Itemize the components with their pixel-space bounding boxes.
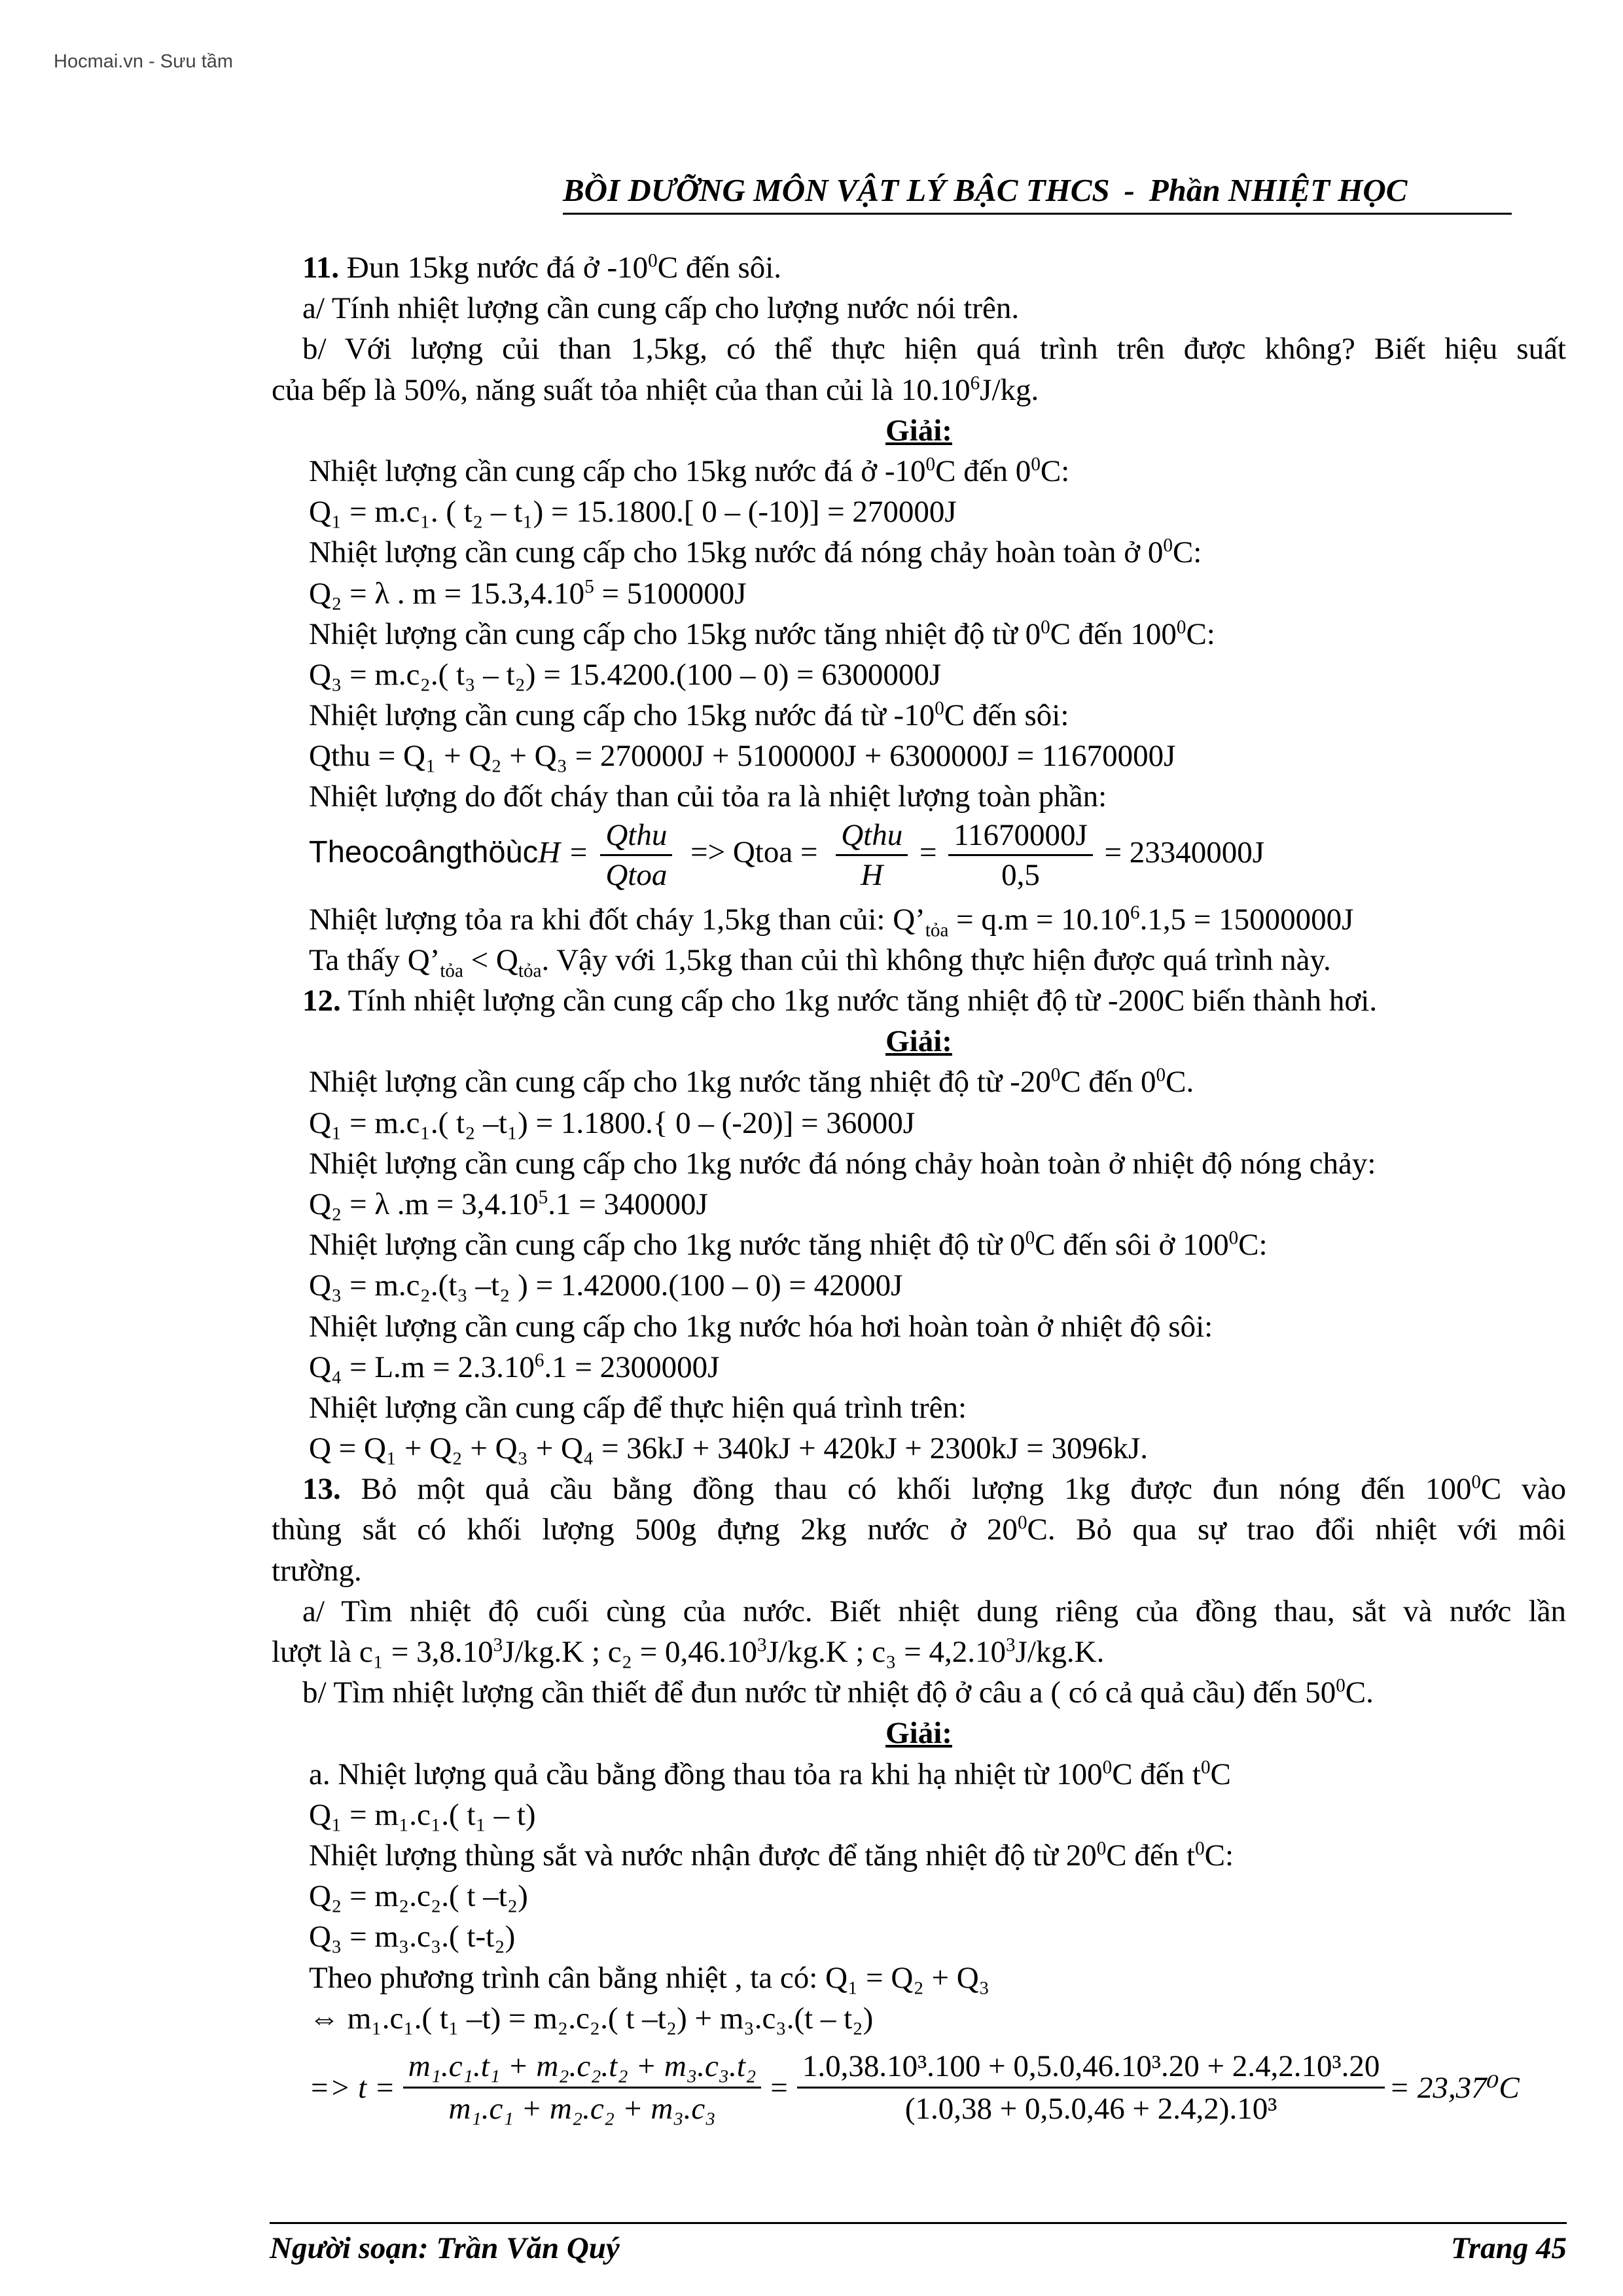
equation-q3: Q₃ = m.c₂.( t₃ – t₂) = 15.4200.(100 – 0) = 6300000J	[309, 657, 942, 692]
text: C:	[1238, 1228, 1268, 1263]
solution-line: Nhiệt lượng cần cung cấp cho 1kg nước tăng nhiệt độ từ $-20^0C$ đến $0^0C$.	[309, 1064, 1194, 1100]
equation-q1: Q₁ = m.c₁.( t₂ –t₁) = 1.1800.{ 0 – (-20)] = 36000J	[309, 1105, 916, 1140]
fraction	[403, 2047, 762, 2128]
problem-13-question: 13. Bỏ một quả cầu bằng đồng thau có khối lượng 1kg được đun nóng đến $100^0C$ vào	[302, 1471, 1567, 1507]
text: .1 = 340000J	[548, 1187, 708, 1221]
header-subject: BỒI DƯỠNG MÔN VẬT LÝ BẬC THCS	[563, 172, 1110, 208]
equation-q3: Q₃ = m₃.c₃.( t-t₂)	[309, 1920, 516, 1954]
solution-line: Theo phương trình cân bằng nhiệt , ta có: Q₁ = Q₂ + Q₃	[309, 1960, 990, 1995]
text: C đến 0	[935, 454, 1031, 488]
numerator: 11670000J	[948, 817, 1093, 856]
formula-lhs: => t =	[309, 2070, 395, 2105]
fraction	[836, 817, 908, 893]
text: C. Bỏ qua sự trao đổi nhiệt với môi	[1027, 1513, 1566, 1547]
solution-line: a. Nhiệt lượng quả cầu bằng đồng thau tỏa ra khi hạ nhiệt từ $100^0C$ đến $t^0C$	[309, 1756, 1231, 1791]
text: C đến t	[1106, 1838, 1196, 1873]
equation-q2: Q₂ = λ $.m = 3,4.10^5.1 = 340000J$	[309, 1187, 708, 1221]
formula-h: H =	[538, 834, 589, 869]
page-content	[272, 247, 1566, 2137]
denominator: H	[861, 857, 883, 892]
text: Nhiệt lượng cần cung cấp cho 15kg nước đá ở -10	[309, 454, 926, 488]
text: Nhiệt lượng cần cung cấp cho 15kg nước đá nóng chảy hoàn toàn ở 0	[309, 535, 1164, 570]
denominator: 0,5	[1001, 857, 1040, 892]
text: Nhiệt lượng thùng sắt và nước nhận được để tăng nhiệt độ từ 20	[309, 1838, 1097, 1873]
text: Nhiệt lượng tỏa ra khi đốt cháy 1,5kg than củi: Q’	[309, 902, 925, 937]
text: Tính nhiệt lượng cần cung cấp cho 1kg nước tăng nhiệt độ từ -200C biến thành hơi.	[348, 984, 1378, 1018]
problem-number: 12.	[302, 984, 341, 1018]
problem-13-part-b: b/ Tìm nhiệt lượng cần thiết để đun nước từ nhiệt độ ở câu a ( có cả quả cầu) đến $50^0C$.	[302, 1675, 1374, 1710]
text: Q₄ = L.m = 2.3.10	[309, 1350, 535, 1384]
solution-line: Nhiệt lượng thùng sắt và nước nhận được để tăng nhiệt độ từ $20^0C$ đến $t^0C$:	[309, 1838, 1234, 1873]
page-header	[563, 171, 1512, 215]
denominator: (1.0,38 + 0,5.0,46 + 2.4,2).10³	[904, 2092, 1277, 2126]
solution-line: Nhiệt lượng cần cung cấp cho 1kg nước hóa hơi hoàn toàn ở nhiệt độ sôi:	[309, 1309, 1213, 1344]
solution-line: Nhiệt lượng tỏa ra khi đốt cháy 1,5kg than củi: $Q’_{tỏa} = q.m = 10.10^6.1,5 = 15000000J$	[309, 901, 1354, 941]
solution-line: Nhiệt lượng cần cung cấp cho 15kg nước đá từ $-10^0C$ đến sôi:	[309, 698, 1069, 733]
text: .1,5 = 15000000J	[1139, 902, 1354, 937]
denominator: Qtoa	[605, 857, 668, 892]
equation-qthu: Qthu = Q₁ + Q₂ + Q₃ = 270000J + 5100000J + 6300000J = 11670000J	[309, 739, 1176, 774]
equation-q1: Q₁ = m₁.c₁.( t₁ – t)	[309, 1797, 536, 1832]
subscript: tỏa	[925, 920, 949, 941]
text: Nhiệt lượng cần cung cấp cho 15kg nước tăng nhiệt độ từ 0	[309, 617, 1041, 651]
problem-13-part-a-cont: lượt là $c_1 = 3,8.10^3J/kg.K$ ; $c_2 = 0,46.10^3J/kg.K$ ; $c_3 = 4,2.10^3J/kg.K$.	[272, 1634, 1105, 1669]
text: J/kg.K ; c₂ = 0,46.10	[503, 1635, 758, 1669]
text: C:	[1186, 617, 1215, 651]
text: Q₂ = λ .m = 3,4.10	[309, 1187, 539, 1221]
text: Nhiệt lượng cần cung cấp cho 15kg nước đá từ -10	[309, 698, 935, 733]
solution-line: Nhiệt lượng do đốt cháy than củi tỏa ra là nhiệt lượng toàn phần:	[309, 780, 1107, 814]
numerator: m₁.c₁.t₁ + m₂.c₂.t₂ + m₃.c₃.t₂	[403, 2047, 762, 2089]
text: lượt là c₁ = 3,8.10	[272, 1635, 493, 1669]
equation-balance: ⇔ m₁.c₁.( t₁ –t) = m₂.c₂.( t –t₂) + m₃.c₃.(t – t₂)	[309, 2001, 874, 2036]
formula-result: = 23,37⁰C	[1389, 2071, 1520, 2106]
text: < Q	[463, 942, 518, 977]
solution-line: Nhiệt lượng cần cung cấp cho 1kg nước tăng nhiệt độ từ $0^0C$ đến sôi ở $100^0C$:	[309, 1227, 1268, 1263]
text: Nhiệt lượng cần cung cấp cho 1kg nước tăng nhiệt độ từ 0	[309, 1228, 1026, 1263]
solution-line: Nhiệt lượng cần cung cấp cho 1kg nước đá nóng chảy hoàn toàn ở nhiệt độ nóng chảy:	[309, 1146, 1376, 1181]
efficiency-formula	[272, 817, 1566, 899]
watermark-text: Hocmai.vn - Sưu tầm	[54, 51, 234, 72]
footer-page-number: Trang 45	[1450, 2231, 1567, 2265]
fraction	[600, 817, 672, 893]
text: Bỏ một quả cầu bằng đồng thau có khối lượng 1kg được đun nóng đến 100	[361, 1472, 1472, 1507]
problem-number: 11.	[302, 251, 340, 285]
header-section: Phần NHIỆT HỌC	[1149, 172, 1408, 208]
problem-13-question-cont: trường.	[272, 1553, 362, 1588]
solution-line: Nhiệt lượng cần cung cấp cho 15kg nước tăng nhiệt độ từ $0^0C$ đến $100^0C$:	[309, 617, 1215, 651]
text: C:	[1204, 1838, 1234, 1873]
formula-result: = 23340000J	[1104, 834, 1265, 869]
denominator: m₁.c₁ + m₂.c₂ + m₃.c₃	[448, 2092, 716, 2126]
text: C.	[1345, 1676, 1374, 1710]
text: C đến sôi ở 100	[1035, 1228, 1229, 1263]
page-footer	[270, 2222, 1567, 2266]
problem-12-question	[272, 980, 1566, 1021]
equation-q2: Q₂ = λ . $m = 15.3,4.10^5 = 5100000J$	[309, 575, 747, 611]
text: C:	[1172, 535, 1202, 570]
equation-q3: Q₃ = m.c₂.(t₃ –t₂ ) = 1.42000.(100 – 0) = 42000J	[309, 1268, 903, 1303]
problem-11-part-b-cont: của bếp là 50%, năng suất tỏa nhiệt của than củi là 10.10$^6$J/kg.	[272, 372, 1039, 407]
equation-q1: Q₁ = m.c₁. ( t₂ – t₁) = 15.1800.[ 0 – (-10)] = 270000J	[309, 495, 957, 529]
text: a. Nhiệt lượng quả cầu bằng đồng thau tỏa ra khi hạ nhiệt từ 100	[309, 1757, 1103, 1791]
text: của bếp là 50%, năng suất tỏa nhiệt của than củi là 10.10	[272, 372, 971, 407]
solution-line: Nhiệt lượng cần cung cấp cho 15kg nước đá nóng chảy hoàn toàn ở $0^0C$:	[309, 535, 1202, 570]
text: thùng sắt có khối lượng 500g đựng 2kg nước ở 20	[272, 1513, 1018, 1547]
solution-conclusion	[272, 940, 1566, 980]
equation-total: Q = Q₁ + Q₂ + Q₃ + Q₄ = 36kJ + 340kJ + 420kJ + 2300kJ = 3096kJ.	[309, 1431, 1149, 1466]
solution-heading: Giải:	[885, 1024, 952, 1059]
text: C:	[1040, 454, 1070, 488]
text: Q₂ = λ . m = 15.3,4.10	[309, 576, 585, 611]
final-temperature-formula: => t = $\frac{\text{m₁.c₁.t₁ + m₂.c₂.t₂ + m₃.c₃.t₂}}{\text{m₁.c₁ + m₂.c₂ + m₃.c₃}}$ = $\frac{\text{1.0,38.10³.100 + 0,5.0,46.10³.20 + 2.4,2.10³.20}}{\text{(1.0,38 + 0,5.0,46 + 2.4,2).10³}}$ = 23,37⁰C	[272, 2039, 1566, 2137]
text: J/kg.K.	[1015, 1635, 1105, 1669]
fraction	[797, 2047, 1385, 2128]
text: C.	[1166, 1065, 1194, 1100]
text: = q.m = 10.10	[948, 902, 1130, 937]
text: C	[1210, 1757, 1231, 1791]
problem-11-question: 11. Đun 15kg nước đá ở $-10^0C$ đến sôi.	[302, 250, 782, 285]
text: C đến t	[1112, 1757, 1201, 1791]
numerator: 1.0,38.10³.100 + 0,5.0,46.10³.20 + 2.4,2.10³.20	[797, 2047, 1385, 2089]
text: Nhiệt lượng cần cung cấp cho 1kg nước tăng nhiệt độ từ -20	[309, 1065, 1051, 1100]
numerator: Qthu	[836, 817, 908, 856]
problem-11-part-a: a/ Tính nhiệt lượng cần cung cấp cho lượng nước nói trên.	[302, 291, 1020, 326]
solution-line: Nhiệt lượng cần cung cấp cho 15kg nước đá ở $-10^0C$ đến $0^0C$:	[309, 454, 1070, 488]
problem-number: 13.	[302, 1472, 341, 1507]
problem-13-question-cont: thùng sắt có khối lượng 500g đựng 2kg nước ở $20^0C$. Bỏ qua sự trao đổi nhiệt với môi	[272, 1512, 1566, 1547]
subscript: tỏa	[440, 960, 463, 982]
formula-equals: =	[919, 834, 937, 869]
formula-arrow: => Qtoa =	[690, 834, 818, 869]
formula-prefix: Theocoângthöùc	[309, 833, 539, 869]
text: C đến 100	[1050, 617, 1177, 651]
header-separator: -	[1124, 172, 1135, 208]
text: . Vậy với 1,5kg than củi thì không thực hiện được quá trình này.	[541, 942, 1331, 977]
problem-11-part-b: b/ Với lượng củi than 1,5kg, có thể thực hiện quá trình trên được không? Biết hiệu suất	[302, 332, 1566, 367]
solution-heading: Giải:	[885, 413, 952, 448]
text: Ta thấy Q’	[309, 942, 440, 977]
text: C đến sôi:	[944, 698, 1069, 733]
text: J/kg.	[980, 372, 1039, 407]
equation-q2: Q₂ = m₂.c₂.( t –t₂)	[309, 1879, 528, 1914]
footer-author: Người soạn: Trần Văn Quý	[270, 2231, 620, 2265]
numerator: Qthu	[600, 817, 672, 856]
text: = 5100000J	[594, 576, 747, 611]
text: .1 = 2300000J	[544, 1350, 720, 1384]
text: C đến 0	[1060, 1065, 1156, 1100]
text: b/ Tìm nhiệt lượng cần thiết để đun nước từ nhiệt độ ở câu a ( có cả quả cầu) đến 50	[302, 1676, 1336, 1710]
subscript: tỏa	[518, 960, 542, 982]
text: J/kg.K ; c₃ = 4,2.10	[766, 1635, 1006, 1669]
text: C vào	[1480, 1472, 1567, 1507]
problem-13-part-a: a/ Tìm nhiệt độ cuối cùng của nước. Biết nhiệt dung riêng của đồng thau, sắt và nước lần	[302, 1594, 1566, 1628]
fraction	[948, 817, 1093, 893]
solution-heading: Giải:	[885, 1716, 952, 1751]
solution-line: Nhiệt lượng cần cung cấp để thực hiện quá trình trên:	[309, 1390, 967, 1425]
text: C đến sôi.	[657, 251, 782, 285]
text: Đun 15kg nước đá ở -10	[346, 251, 649, 285]
equation-q4: $Q_4 = L.m = 2.3.10^6.1 = 2300000J$	[309, 1350, 720, 1384]
